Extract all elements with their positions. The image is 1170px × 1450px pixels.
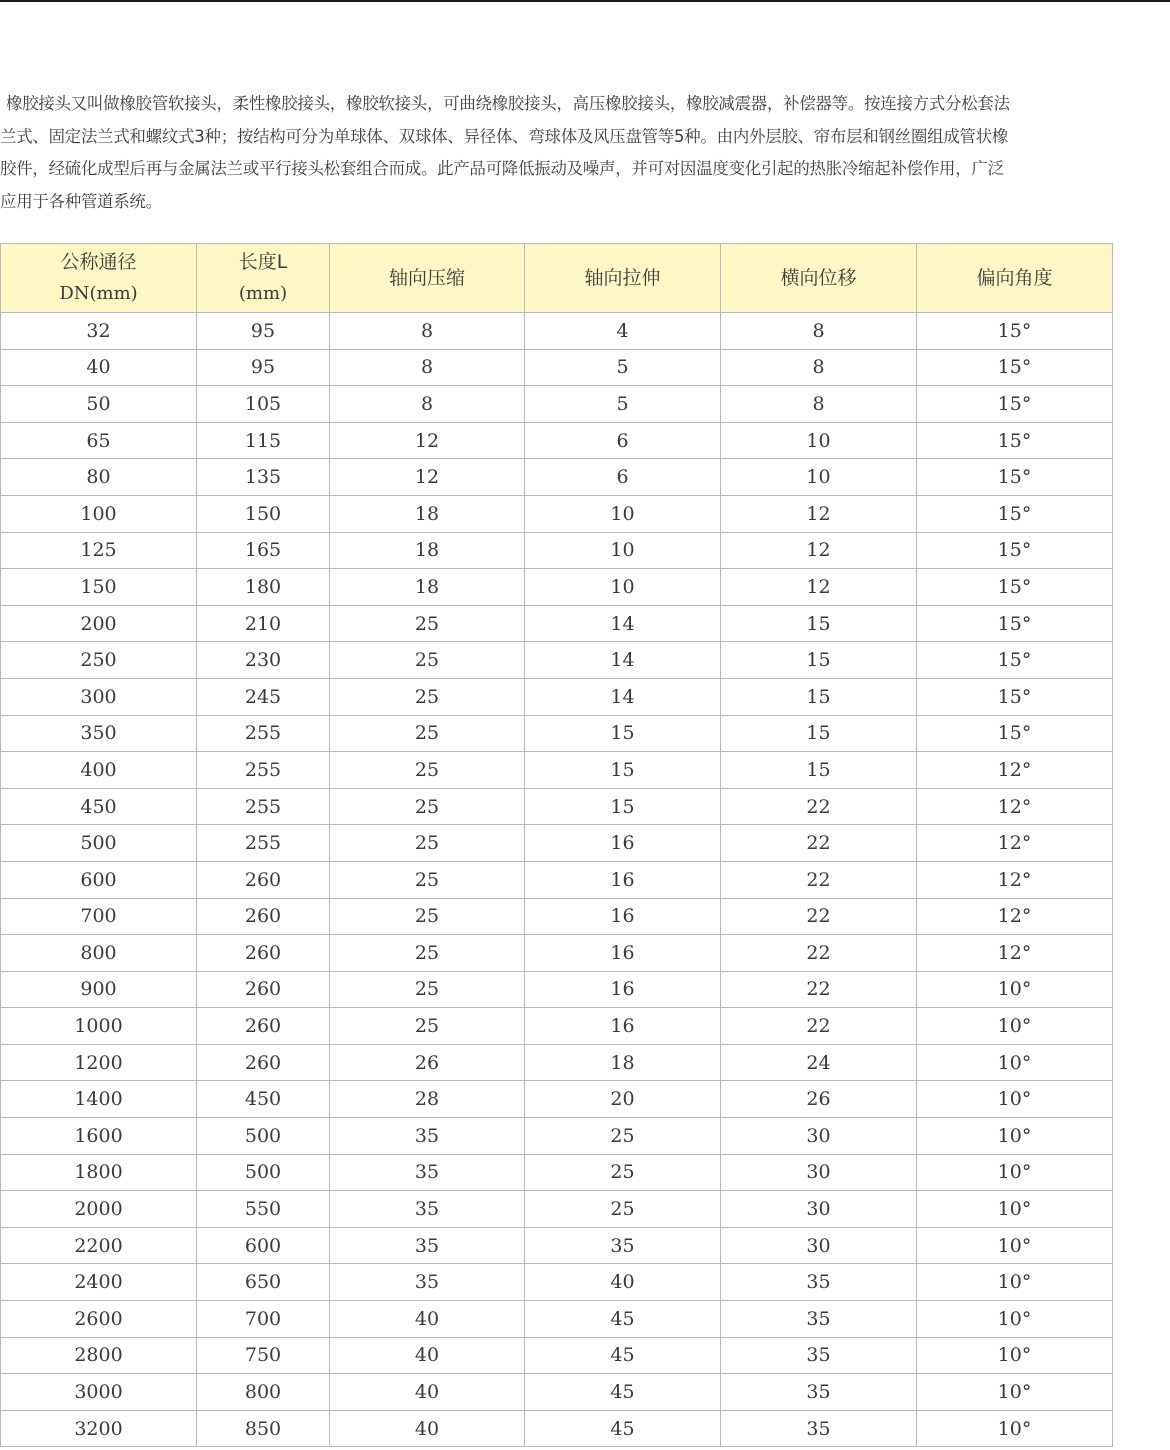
table-row	[1, 495, 1113, 532]
cell-length: 700	[197, 1301, 330, 1338]
header-lateral-displacement: 横向位移	[721, 244, 917, 313]
cell-axial-compression: 18	[330, 569, 525, 606]
table-row	[1, 386, 1113, 423]
cell-axial-extension: 25	[525, 1191, 721, 1228]
cell-nominal-diameter: 300	[1, 678, 197, 715]
header-angular-deflection: 偏向角度	[917, 244, 1113, 313]
cell-length: 245	[197, 678, 330, 715]
cell-length: 115	[197, 422, 330, 459]
cell-nominal-diameter: 1800	[1, 1154, 197, 1191]
cell-axial-extension: 10	[525, 532, 721, 569]
cell-angular-deflection: 12°	[917, 898, 1113, 935]
table-row	[1, 678, 1113, 715]
cell-angular-deflection: 10°	[917, 1191, 1113, 1228]
cell-axial-compression: 8	[330, 386, 525, 423]
header-label: 公称通径	[60, 251, 137, 273]
cell-length: 135	[197, 459, 330, 496]
table-row	[1, 1337, 1113, 1374]
cell-angular-deflection: 10°	[917, 1337, 1113, 1374]
table-row	[1, 1410, 1113, 1447]
cell-axial-compression: 8	[330, 313, 525, 350]
cell-nominal-diameter: 200	[1, 605, 197, 642]
table-row	[1, 935, 1113, 972]
table-row	[1, 642, 1113, 679]
cell-nominal-diameter: 50	[1, 386, 197, 423]
description-line: 橡胶接头又叫做橡胶管软接头，柔性橡胶接头，橡胶软接头，可曲绕橡胶接头，高压橡胶接头，橡胶减震器，补偿器等。按连接方式分松套法	[6, 94, 1010, 113]
cell-angular-deflection: 12°	[917, 935, 1113, 972]
cell-axial-extension: 20	[525, 1081, 721, 1118]
cell-axial-extension: 16	[525, 861, 721, 898]
cell-axial-compression: 40	[330, 1374, 525, 1411]
cell-lateral-displacement: 22	[721, 1008, 917, 1045]
cell-lateral-displacement: 12	[721, 532, 917, 569]
header-row	[1, 244, 1113, 313]
cell-length: 260	[197, 935, 330, 972]
cell-lateral-displacement: 24	[721, 1044, 917, 1081]
table-row	[1, 1081, 1113, 1118]
cell-length: 255	[197, 788, 330, 825]
cell-lateral-displacement: 22	[721, 861, 917, 898]
cell-axial-compression: 40	[330, 1301, 525, 1338]
top-divider	[0, 0, 1170, 2]
cell-lateral-displacement: 8	[721, 386, 917, 423]
cell-length: 255	[197, 715, 330, 752]
table-row	[1, 752, 1113, 789]
cell-angular-deflection: 15°	[917, 386, 1113, 423]
cell-axial-extension: 25	[525, 1154, 721, 1191]
cell-axial-compression: 25	[330, 678, 525, 715]
cell-axial-extension: 35	[525, 1227, 721, 1264]
cell-angular-deflection: 10°	[917, 1410, 1113, 1447]
cell-angular-deflection: 12°	[917, 788, 1113, 825]
table-row	[1, 788, 1113, 825]
cell-nominal-diameter: 1400	[1, 1081, 197, 1118]
table-row	[1, 898, 1113, 935]
cell-axial-extension: 45	[525, 1410, 721, 1447]
cell-angular-deflection: 15°	[917, 605, 1113, 642]
cell-angular-deflection: 15°	[917, 422, 1113, 459]
cell-axial-compression: 18	[330, 532, 525, 569]
table-row	[1, 1191, 1113, 1228]
cell-lateral-displacement: 15	[721, 678, 917, 715]
cell-length: 650	[197, 1264, 330, 1301]
cell-axial-compression: 25	[330, 715, 525, 752]
cell-angular-deflection: 10°	[917, 1374, 1113, 1411]
cell-axial-compression: 28	[330, 1081, 525, 1118]
cell-axial-compression: 35	[330, 1154, 525, 1191]
cell-lateral-displacement: 15	[721, 752, 917, 789]
cell-length: 800	[197, 1374, 330, 1411]
cell-length: 95	[197, 313, 330, 350]
table-row	[1, 1044, 1113, 1081]
cell-angular-deflection: 10°	[917, 1264, 1113, 1301]
cell-axial-compression: 18	[330, 495, 525, 532]
cell-length: 180	[197, 569, 330, 606]
cell-axial-extension: 45	[525, 1374, 721, 1411]
cell-axial-extension: 16	[525, 825, 721, 862]
cell-nominal-diameter: 450	[1, 788, 197, 825]
cell-axial-extension: 16	[525, 898, 721, 935]
cell-lateral-displacement: 30	[721, 1227, 917, 1264]
cell-length: 255	[197, 752, 330, 789]
cell-angular-deflection: 15°	[917, 532, 1113, 569]
cell-lateral-displacement: 22	[721, 971, 917, 1008]
cell-nominal-diameter: 350	[1, 715, 197, 752]
table-row	[1, 1154, 1113, 1191]
cell-nominal-diameter: 800	[1, 935, 197, 972]
cell-axial-extension: 10	[525, 495, 721, 532]
cell-length: 550	[197, 1191, 330, 1228]
cell-axial-extension: 5	[525, 349, 721, 386]
header-axial-extension: 轴向拉伸	[525, 244, 721, 313]
table-row	[1, 1301, 1113, 1338]
cell-axial-compression: 25	[330, 861, 525, 898]
cell-axial-extension: 18	[525, 1044, 721, 1081]
cell-lateral-displacement: 35	[721, 1337, 917, 1374]
cell-nominal-diameter: 1200	[1, 1044, 197, 1081]
cell-axial-extension: 6	[525, 459, 721, 496]
cell-axial-compression: 25	[330, 825, 525, 862]
cell-angular-deflection: 15°	[917, 678, 1113, 715]
cell-axial-extension: 4	[525, 313, 721, 350]
description-line: 兰式、固定法兰式和螺纹式3种；按结构可分为单球体、双球体、异径体、弯球体及风压盘管等5种。由内外层胶、帘布层和钢丝圈组成管状橡	[0, 126, 1009, 146]
description-line: 胶件，经硫化成型后再与金属法兰或平行接头松套组合而成。此产品可降低振动及噪声，并可对因温度变化引起的热胀冷缩起补偿作用，广泛	[0, 159, 1004, 178]
cell-angular-deflection: 12°	[917, 752, 1113, 789]
cell-lateral-displacement: 30	[721, 1191, 917, 1228]
cell-axial-compression: 12	[330, 422, 525, 459]
cell-nominal-diameter: 500	[1, 825, 197, 862]
cell-angular-deflection: 15°	[917, 349, 1113, 386]
cell-axial-extension: 6	[525, 422, 721, 459]
cell-angular-deflection: 15°	[917, 313, 1113, 350]
cell-lateral-displacement: 12	[721, 495, 917, 532]
cell-length: 105	[197, 386, 330, 423]
cell-angular-deflection: 10°	[917, 1154, 1113, 1191]
table-row	[1, 861, 1113, 898]
cell-axial-extension: 14	[525, 605, 721, 642]
table-row	[1, 422, 1113, 459]
cell-axial-compression: 25	[330, 642, 525, 679]
cell-lateral-displacement: 35	[721, 1301, 917, 1338]
table-row	[1, 715, 1113, 752]
cell-axial-compression: 8	[330, 349, 525, 386]
cell-axial-extension: 25	[525, 1118, 721, 1155]
cell-angular-deflection: 10°	[917, 1301, 1113, 1338]
cell-axial-extension: 10	[525, 569, 721, 606]
cell-nominal-diameter: 32	[1, 313, 197, 350]
cell-angular-deflection: 15°	[917, 495, 1113, 532]
cell-lateral-displacement: 12	[721, 569, 917, 606]
table-row	[1, 569, 1113, 606]
cell-angular-deflection: 10°	[917, 1008, 1113, 1045]
cell-axial-extension: 40	[525, 1264, 721, 1301]
header-nominal-diameter	[1, 244, 197, 313]
cell-nominal-diameter: 3200	[1, 1410, 197, 1447]
cell-length: 210	[197, 605, 330, 642]
cell-axial-compression: 25	[330, 935, 525, 972]
cell-angular-deflection: 15°	[917, 569, 1113, 606]
table-row	[1, 1008, 1113, 1045]
cell-length: 500	[197, 1154, 330, 1191]
cell-axial-extension: 16	[525, 935, 721, 972]
table-row	[1, 1118, 1113, 1155]
cell-angular-deflection: 10°	[917, 1044, 1113, 1081]
cell-lateral-displacement: 22	[721, 788, 917, 825]
cell-nominal-diameter: 2400	[1, 1264, 197, 1301]
cell-length: 230	[197, 642, 330, 679]
cell-length: 500	[197, 1118, 330, 1155]
cell-angular-deflection: 10°	[917, 1118, 1113, 1155]
cell-nominal-diameter: 150	[1, 569, 197, 606]
cell-axial-extension: 14	[525, 642, 721, 679]
cell-length: 750	[197, 1337, 330, 1374]
cell-lateral-displacement: 26	[721, 1081, 917, 1118]
cell-length: 255	[197, 825, 330, 862]
cell-nominal-diameter: 80	[1, 459, 197, 496]
table-row	[1, 1227, 1113, 1264]
cell-length: 600	[197, 1227, 330, 1264]
cell-angular-deflection: 10°	[917, 1227, 1113, 1264]
cell-axial-extension: 15	[525, 788, 721, 825]
cell-lateral-displacement: 35	[721, 1374, 917, 1411]
cell-lateral-displacement: 10	[721, 459, 917, 496]
cell-nominal-diameter: 100	[1, 495, 197, 532]
cell-axial-extension: 5	[525, 386, 721, 423]
cell-length: 260	[197, 1008, 330, 1045]
cell-axial-extension: 45	[525, 1301, 721, 1338]
cell-lateral-displacement: 10	[721, 422, 917, 459]
spec-table	[0, 243, 1113, 1447]
table-row	[1, 459, 1113, 496]
cell-nominal-diameter: 3000	[1, 1374, 197, 1411]
cell-lateral-displacement: 8	[721, 349, 917, 386]
header-length	[197, 244, 330, 313]
cell-axial-compression: 40	[330, 1410, 525, 1447]
cell-angular-deflection: 12°	[917, 825, 1113, 862]
header-unit: (mm)	[238, 283, 288, 304]
table-row	[1, 532, 1113, 569]
cell-nominal-diameter: 40	[1, 349, 197, 386]
cell-nominal-diameter: 125	[1, 532, 197, 569]
cell-axial-compression: 25	[330, 898, 525, 935]
cell-length: 450	[197, 1081, 330, 1118]
cell-lateral-displacement: 15	[721, 715, 917, 752]
cell-length: 165	[197, 532, 330, 569]
table-row	[1, 971, 1113, 1008]
cell-axial-compression: 25	[330, 1008, 525, 1045]
cell-length: 260	[197, 1044, 330, 1081]
cell-axial-extension: 15	[525, 715, 721, 752]
cell-axial-compression: 25	[330, 752, 525, 789]
cell-nominal-diameter: 2600	[1, 1301, 197, 1338]
cell-axial-compression: 35	[330, 1118, 525, 1155]
cell-axial-compression: 12	[330, 459, 525, 496]
cell-axial-extension: 15	[525, 752, 721, 789]
cell-axial-compression: 25	[330, 788, 525, 825]
cell-axial-compression: 26	[330, 1044, 525, 1081]
cell-lateral-displacement: 22	[721, 825, 917, 862]
cell-axial-compression: 35	[330, 1191, 525, 1228]
cell-length: 850	[197, 1410, 330, 1447]
table-row	[1, 1374, 1113, 1411]
cell-lateral-displacement: 8	[721, 313, 917, 350]
cell-lateral-displacement: 30	[721, 1118, 917, 1155]
cell-length: 260	[197, 971, 330, 1008]
cell-lateral-displacement: 22	[721, 898, 917, 935]
table-row	[1, 825, 1113, 862]
cell-lateral-displacement: 22	[721, 935, 917, 972]
product-description	[0, 88, 1170, 218]
cell-lateral-displacement: 15	[721, 642, 917, 679]
cell-angular-deflection: 12°	[917, 861, 1113, 898]
cell-axial-compression: 25	[330, 605, 525, 642]
cell-angular-deflection: 10°	[917, 971, 1113, 1008]
cell-axial-compression: 40	[330, 1337, 525, 1374]
cell-nominal-diameter: 600	[1, 861, 197, 898]
cell-lateral-displacement: 35	[721, 1410, 917, 1447]
cell-axial-extension: 45	[525, 1337, 721, 1374]
header-unit: DN(mm)	[59, 283, 138, 304]
cell-axial-extension: 16	[525, 971, 721, 1008]
header-axial-compression: 轴向压缩	[330, 244, 525, 313]
cell-axial-compression: 35	[330, 1227, 525, 1264]
table-row	[1, 313, 1113, 350]
table-row	[1, 1264, 1113, 1301]
cell-lateral-displacement: 30	[721, 1154, 917, 1191]
cell-axial-extension: 14	[525, 678, 721, 715]
cell-nominal-diameter: 65	[1, 422, 197, 459]
cell-nominal-diameter: 1600	[1, 1118, 197, 1155]
table-row	[1, 605, 1113, 642]
cell-length: 260	[197, 898, 330, 935]
cell-nominal-diameter: 900	[1, 971, 197, 1008]
spec-table-header	[1, 244, 1113, 313]
cell-axial-compression: 25	[330, 971, 525, 1008]
cell-length: 260	[197, 861, 330, 898]
cell-nominal-diameter: 400	[1, 752, 197, 789]
cell-nominal-diameter: 700	[1, 898, 197, 935]
cell-angular-deflection: 15°	[917, 715, 1113, 752]
cell-angular-deflection: 10°	[917, 1081, 1113, 1118]
description-line: 应用于各种管道系统。	[0, 191, 162, 211]
cell-length: 150	[197, 495, 330, 532]
cell-angular-deflection: 15°	[917, 642, 1113, 679]
cell-axial-compression: 35	[330, 1264, 525, 1301]
cell-length: 95	[197, 349, 330, 386]
cell-nominal-diameter: 2000	[1, 1191, 197, 1228]
cell-nominal-diameter: 1000	[1, 1008, 197, 1045]
cell-lateral-displacement: 15	[721, 605, 917, 642]
cell-nominal-diameter: 2200	[1, 1227, 197, 1264]
table-row	[1, 349, 1113, 386]
cell-angular-deflection: 15°	[917, 459, 1113, 496]
cell-nominal-diameter: 250	[1, 642, 197, 679]
cell-lateral-displacement: 35	[721, 1264, 917, 1301]
cell-axial-extension: 16	[525, 1008, 721, 1045]
spec-table-body	[1, 313, 1113, 1447]
header-label: 长度L	[238, 251, 288, 273]
cell-nominal-diameter: 2800	[1, 1337, 197, 1374]
